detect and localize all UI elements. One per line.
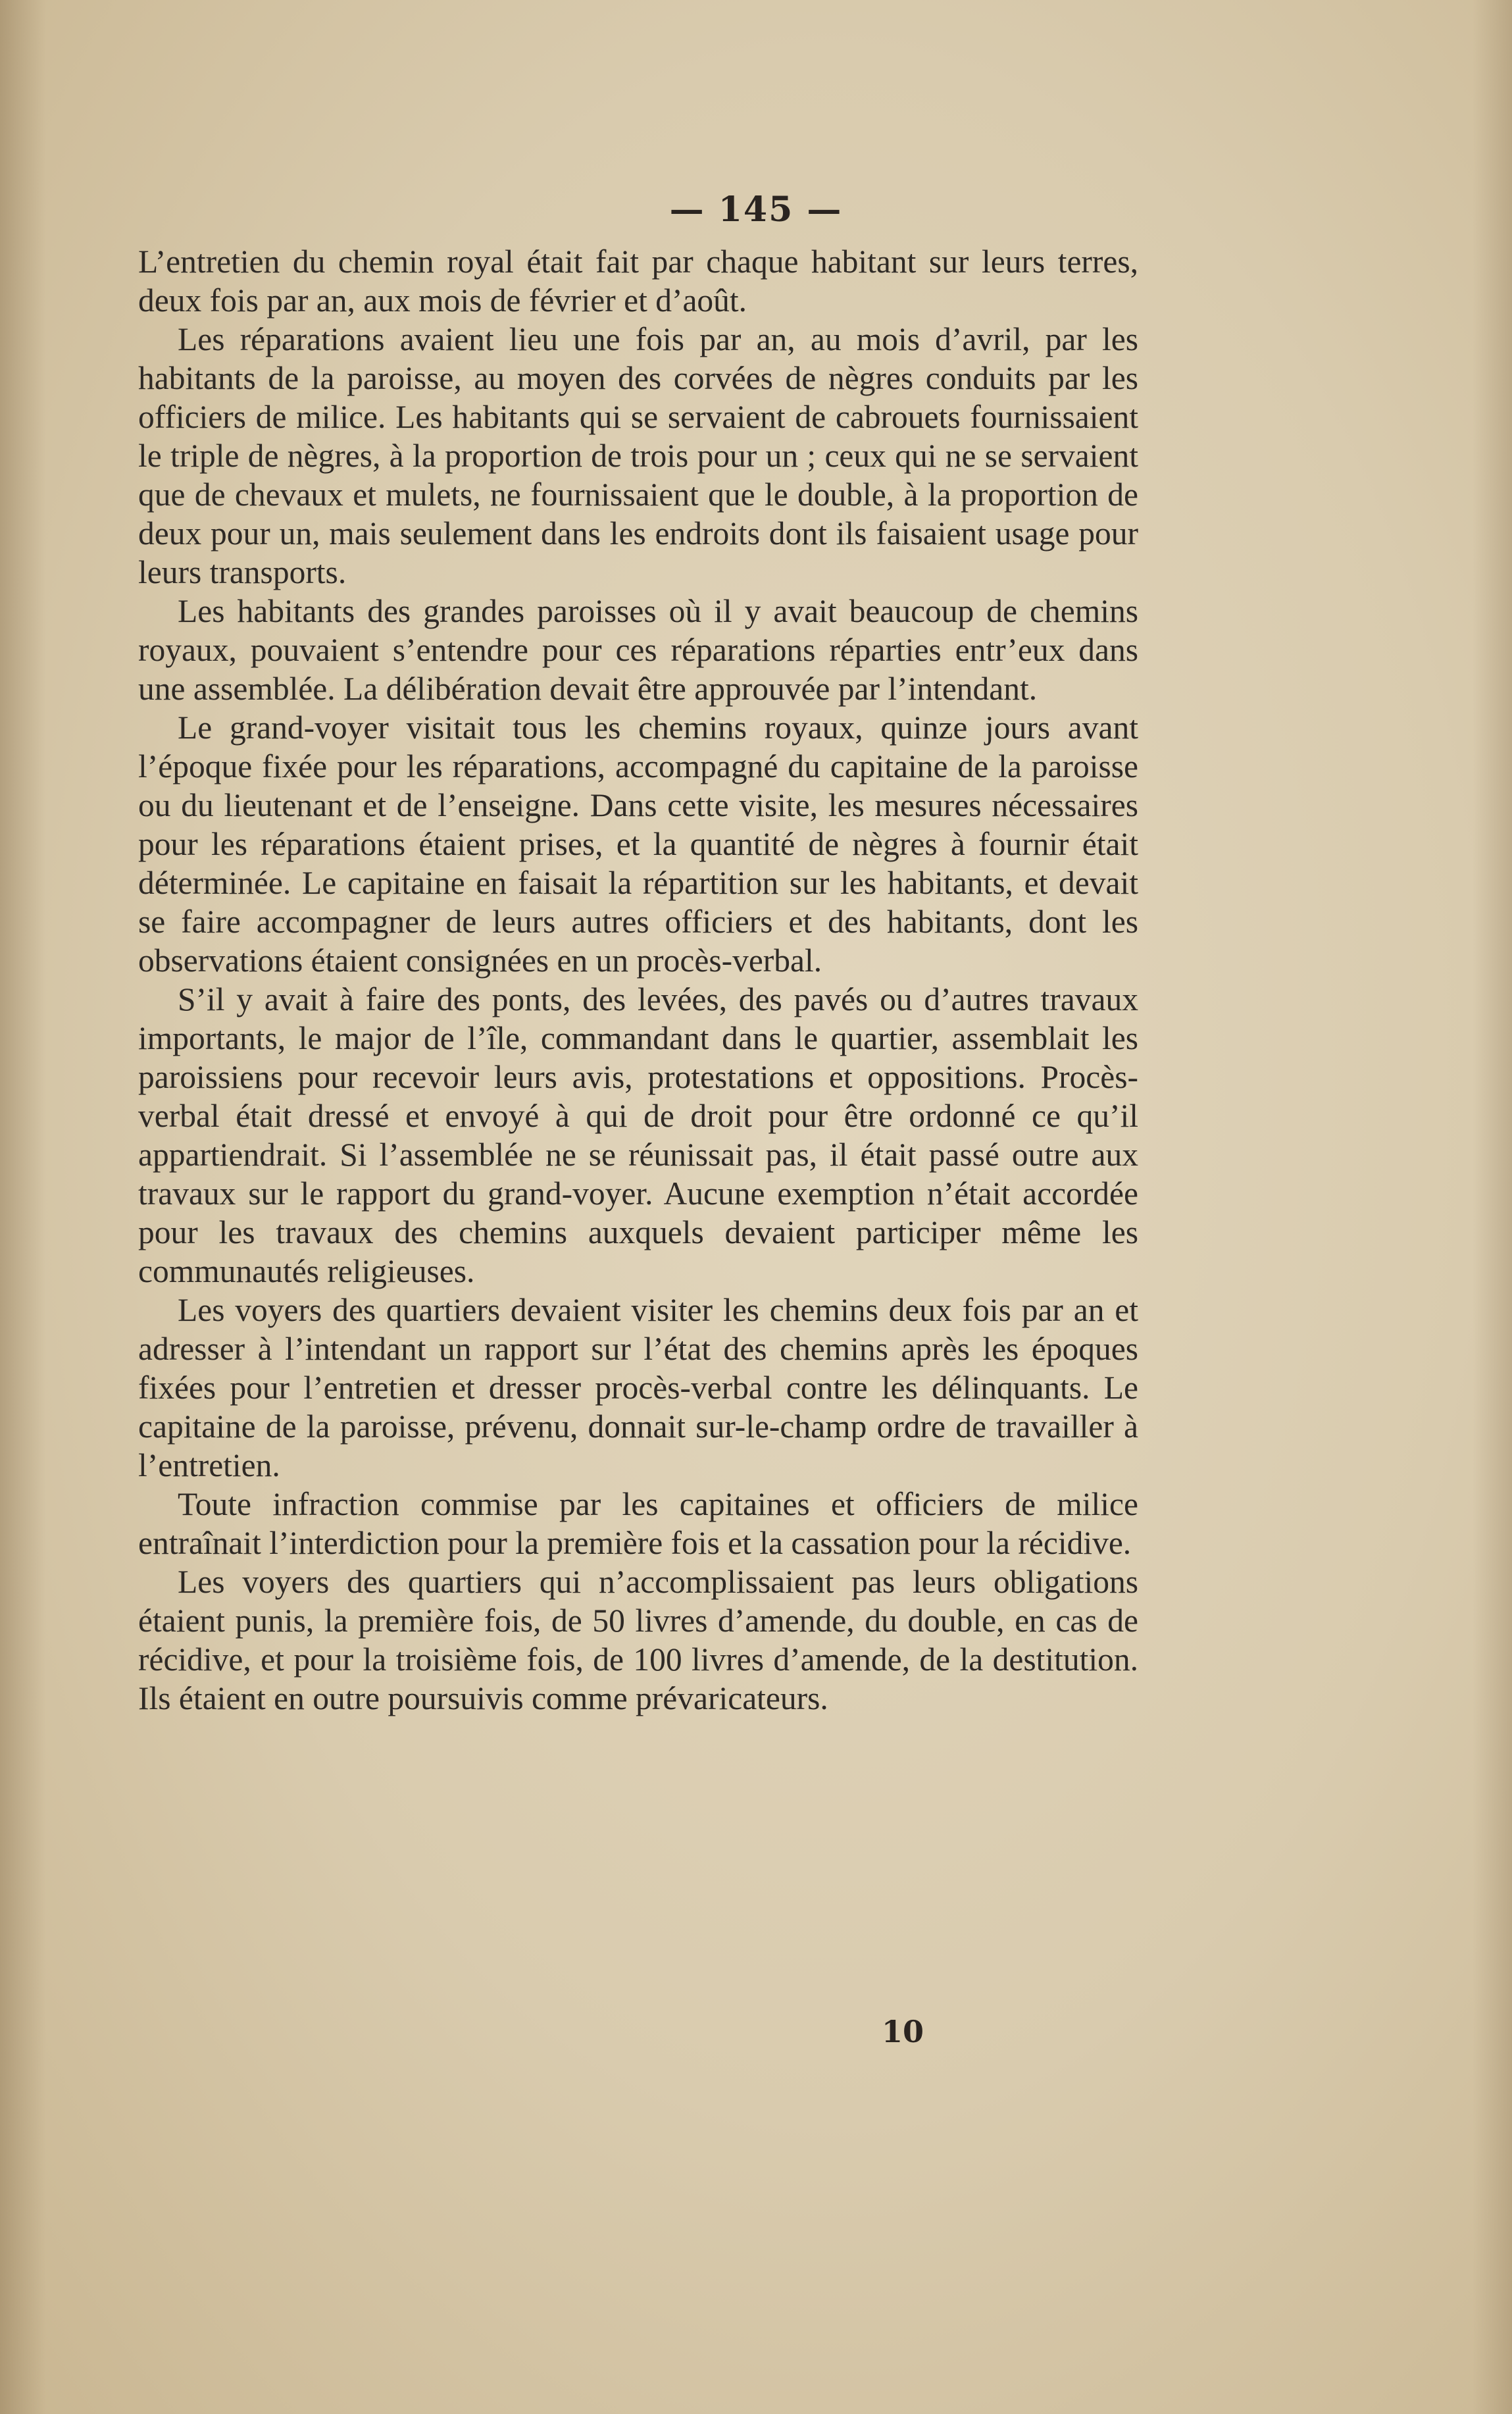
page-edge-shadow-right	[1473, 0, 1512, 2414]
body-text	[138, 242, 1138, 1718]
paragraph: S’il y avait à faire des ponts, des levées, des pavés ou d’autres travaux importants, le major de l’île, commandant dans le quartier, assemblait les paroissiens pour recevoir leurs avis, protestations et oppositions. Procès-verbal était dressé et envoyé à qui de droit pour être ordonné ce qu’il appartiendrait. Si l’assemblée ne se réunissait pas, il était passé outre aux travaux sur le rapport du grand-voyer. Aucune exemption n’était accordée pour les travaux des chemins auxquels devaient participer même les communautés religieuses.	[138, 981, 1138, 1289]
paragraph: Toute infraction commise par les capitaines et officiers de milice entraînait l’interdiction pour la première fois et la cassation pour la récidive.	[138, 1486, 1138, 1561]
paragraph: Les voyers des quartiers devaient visiter les chemins deux fois par an et adresser à l’intendant un rapport sur l’état des chemins après les époques fixées pour l’entretien et dresser procès-verbal contre les délinquants. Le capitaine de la paroisse, prévenu, donnait sur-le-champ ordre de travailler à l’entretien.	[138, 1292, 1138, 1483]
signature-mark: 10	[882, 2014, 924, 2049]
paragraph: Les voyers des quartiers qui n’accomplissaient pas leurs obligations étaient punis, la première fois, de 50 livres d’amende, du double, en cas de récidive, et pour la troisième fois, de 100 livres d’amende, de la destitution. Ils étaient en outre poursuivis comme prévaricateurs.	[138, 1564, 1138, 1716]
paragraph: Les habitants des grandes paroisses où il y avait beaucoup de chemins royaux, pouvaient s’entendre pour ces réparations réparties entr’eux dans une assemblée. La délibération devait être approuvée par l’intendant.	[138, 593, 1138, 707]
page-edge-shadow-left	[0, 0, 46, 2414]
page-number-header: — 145 —	[669, 190, 843, 230]
paragraph: Les réparations avaient lieu une fois par an, au mois d’avril, par les habitants de la paroisse, au moyen des corvées de nègres conduits par les officiers de milice. Les habitants qui se servaient de cabrouets fournissaient le triple de nègres, à la proportion de trois pour un ; ceux qui ne se servaient que de chevaux et mulets, ne fournissaient que le double, à la proportion de deux pour un, mais seulement dans les endroits dont ils faisaient usage pour leurs transports.	[138, 321, 1138, 590]
paragraph: L’entretien du chemin royal était fait par chaque habitant sur leurs terres, deux fois par an, aux mois de février et d’août.	[138, 244, 1138, 319]
paragraph: Le grand-voyer visitait tous les chemins royaux, quinze jours avant l’époque fixée pour les réparations, accompagné du capitaine de la paroisse ou du lieutenant et de l’enseigne. Dans cette visite, les mesures nécessaires pour les réparations étaient prises, et la quantité de nègres à fournir était déterminée. Le capitaine en faisait la répartition sur les habitants, et devait se faire accompagner de leurs autres officiers et des habitants, dont les observations étaient consignées en un procès-verbal.	[138, 709, 1138, 979]
